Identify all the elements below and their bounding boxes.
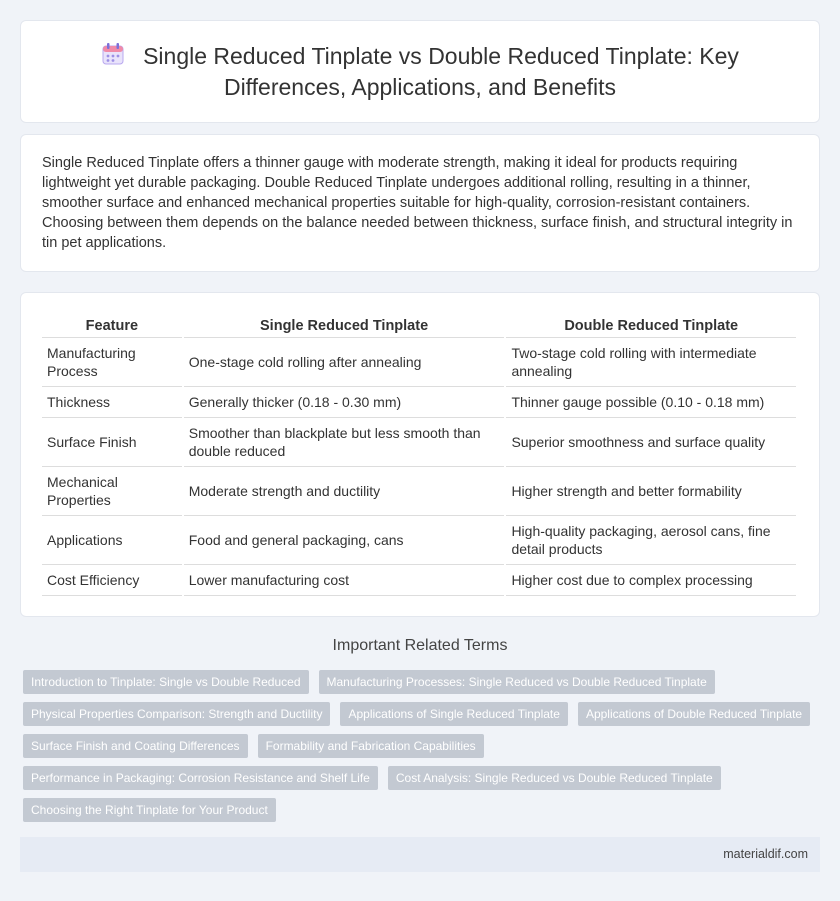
table-cell: Applications — [42, 516, 182, 565]
table-row — [42, 387, 796, 418]
table-cell: Manufacturing Process — [42, 338, 182, 387]
table-header-row — [42, 313, 796, 338]
table-cell: Moderate strength and ductility — [184, 467, 505, 516]
related-term-tag[interactable]: Applications of Double Reduced Tinplate — [578, 702, 810, 726]
table-cell: Surface Finish — [42, 418, 182, 467]
intro-text: Single Reduced Tinplate offers a thinner gauge with moderate strength, making it ideal for products requiring lightweight yet durable packaging. Double Reduced Tinplate undergoes additional rolling, resulting in a thinner, smoother surface and enhanced mechanical properties suitable for high-quality, corrosion-resistant containers. Choosing between them depends on the balance needed between thickness, surface finish, and structural integrity in tin pet applications. — [42, 155, 793, 251]
table-cell: Mechanical Properties — [42, 467, 182, 516]
column-header: Feature — [42, 313, 182, 338]
table-row — [42, 565, 796, 596]
calendar-icon — [101, 42, 125, 73]
table-row — [42, 467, 796, 516]
table-row — [42, 338, 796, 387]
table-row — [42, 418, 796, 467]
related-term-tag[interactable]: Applications of Single Reduced Tinplate — [340, 702, 567, 726]
related-terms-list — [23, 670, 823, 830]
header-card — [20, 20, 820, 123]
related-term-tag[interactable]: Cost Analysis: Single Reduced vs Double Reduced Tinplate — [388, 766, 721, 790]
column-header: Double Reduced Tinplate — [506, 313, 796, 338]
intro-card — [20, 134, 820, 272]
footer-site-link[interactable]: materialdif.com — [723, 847, 808, 861]
related-term-tag[interactable]: Manufacturing Processes: Single Reduced vs Double Reduced Tinplate — [319, 670, 715, 694]
table-cell: Two-stage cold rolling with intermediate annealing — [506, 338, 796, 387]
page-title — [70, 42, 770, 102]
related-term-tag[interactable]: Introduction to Tinplate: Single vs Double Reduced — [23, 670, 309, 694]
table-cell: Thickness — [42, 387, 182, 418]
related-term-tag[interactable]: Physical Properties Comparison: Strength and Ductility — [23, 702, 330, 726]
comparison-table — [40, 313, 798, 596]
table-cell: Higher strength and better formability — [506, 467, 796, 516]
table-cell: Smoother than blackplate but less smooth than double reduced — [184, 418, 505, 467]
related-term-tag[interactable]: Performance in Packaging: Corrosion Resistance and Shelf Life — [23, 766, 378, 790]
related-term-tag[interactable]: Surface Finish and Coating Differences — [23, 734, 248, 758]
table-cell: Cost Efficiency — [42, 565, 182, 596]
footer — [20, 837, 820, 872]
related-terms-heading: Important Related Terms — [332, 637, 508, 654]
table-cell: Lower manufacturing cost — [184, 565, 505, 596]
table-cell: Food and general packaging, cans — [184, 516, 505, 565]
table-row — [42, 516, 796, 565]
related-term-tag[interactable]: Formability and Fabrication Capabilities — [258, 734, 484, 758]
page-title-text: Single Reduced Tinplate vs Double Reduced Tinplate: Key Differences, Applications, and Benefits — [143, 42, 739, 100]
table-cell: Generally thicker (0.18 - 0.30 mm) — [184, 387, 505, 418]
table-cell: One-stage cold rolling after annealing — [184, 338, 505, 387]
related-term-tag[interactable]: Choosing the Right Tinplate for Your Product — [23, 798, 276, 822]
table-cell: Higher cost due to complex processing — [506, 565, 796, 596]
comparison-table-card — [20, 292, 820, 617]
table-cell: High-quality packaging, aerosol cans, fine detail products — [506, 516, 796, 565]
column-header: Single Reduced Tinplate — [184, 313, 505, 338]
table-cell: Thinner gauge possible (0.10 - 0.18 mm) — [506, 387, 796, 418]
table-cell: Superior smoothness and surface quality — [506, 418, 796, 467]
